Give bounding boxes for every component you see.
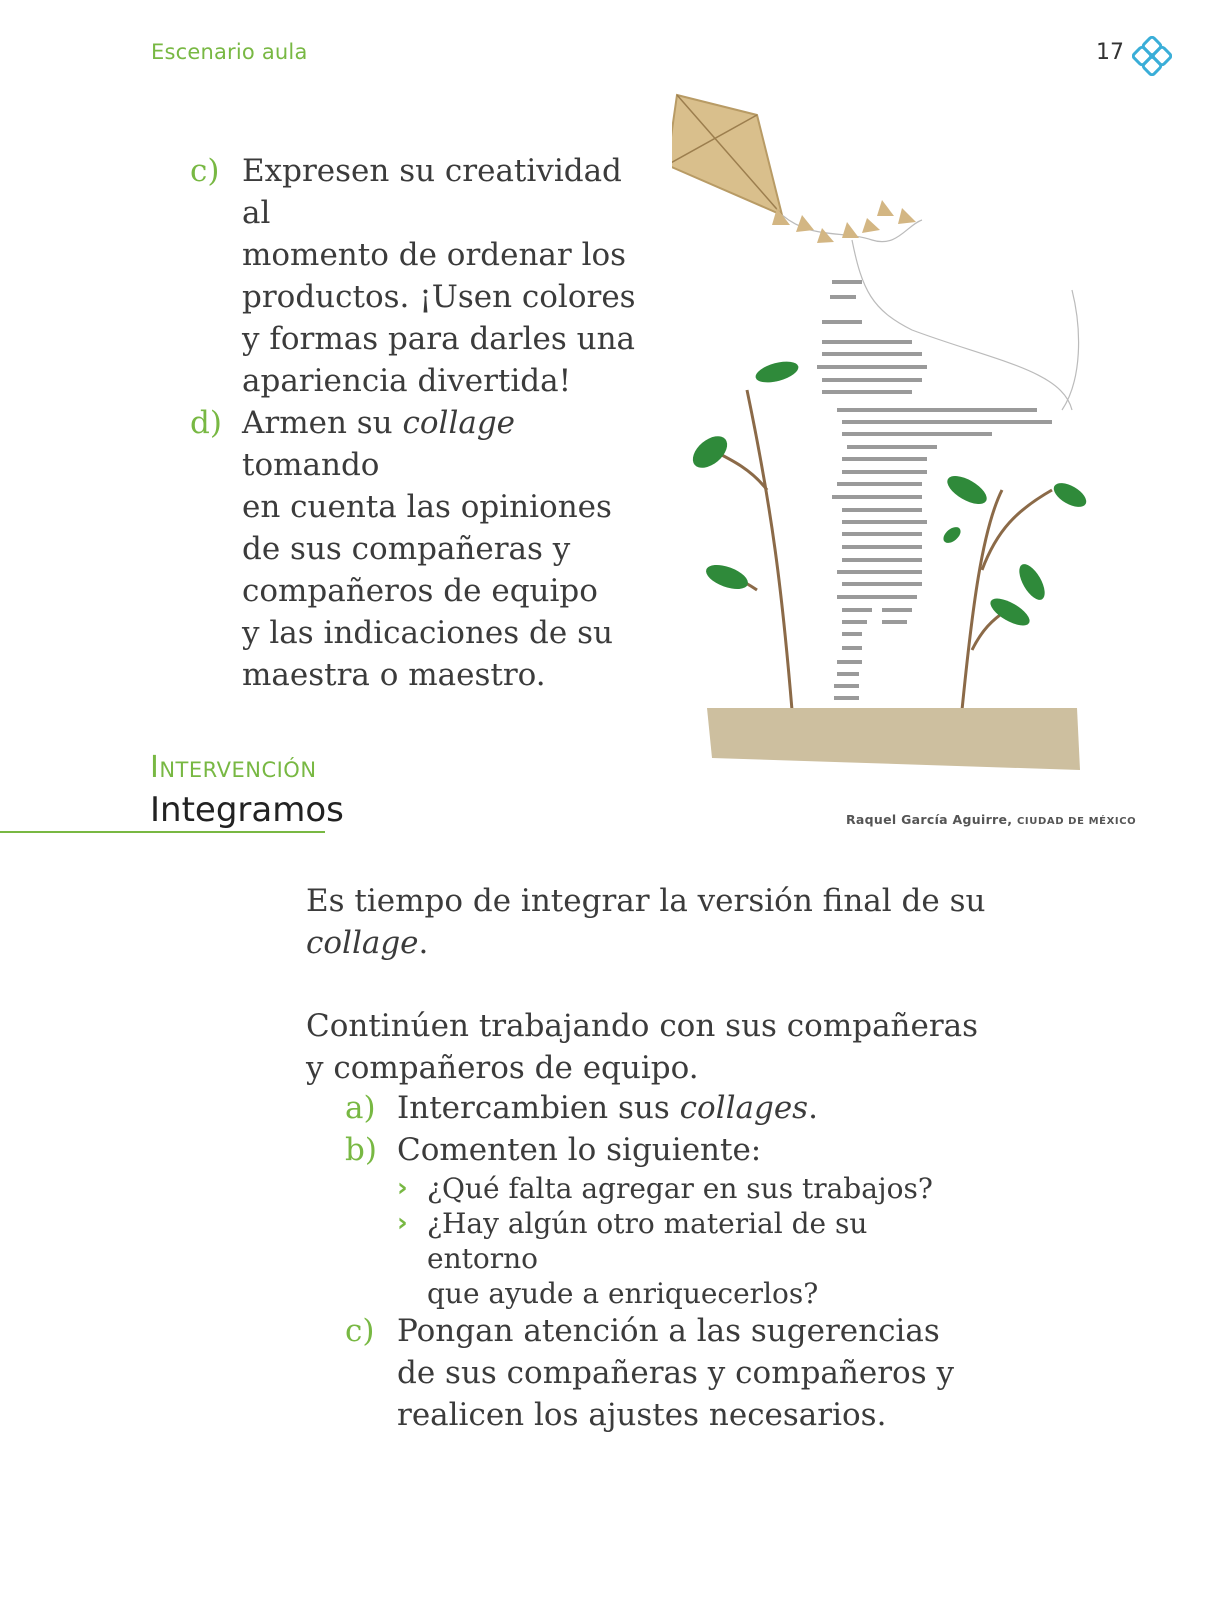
list-item-text	[397, 1090, 818, 1126]
section-label: Intervención	[150, 750, 317, 785]
list-marker: c)	[345, 1313, 375, 1349]
text-run: tomando en cuenta las opiniones de sus compañeras y compañeros de equipo y las indicaciones de su maestra o maestro.	[242, 447, 613, 693]
activity-list-top	[190, 150, 660, 696]
text-run: Armen su	[242, 405, 403, 441]
kite-collage-illustration	[672, 90, 1112, 790]
italic-word: collage	[402, 405, 516, 441]
list-item-text	[242, 405, 613, 693]
page-number: 17	[1096, 40, 1124, 65]
list-item-d	[190, 402, 660, 696]
section-title: Integramos	[150, 790, 344, 830]
list-item-c-bottom	[345, 1310, 985, 1436]
bullet-text: ¿Qué falta agregar en sus trabajos?	[427, 1172, 933, 1205]
list-item-a	[345, 1087, 985, 1129]
flower-knot-logo-icon	[1132, 36, 1172, 76]
list-item-text: Pongan atención a las sugerencias de sus compañeras y compañeros y realicen los ajustes necesarios.	[397, 1313, 954, 1433]
list-marker: c)	[190, 153, 220, 189]
bullet-item	[397, 1171, 985, 1206]
credit-name: Raquel García Aguirre,	[846, 812, 1017, 827]
section-divider	[0, 831, 325, 833]
list-item-text: Comenten lo siguiente:	[397, 1132, 762, 1168]
text-run: .	[418, 925, 429, 961]
text-run: Es tiempo de integrar la versión final de su	[306, 883, 986, 919]
list-marker: d)	[190, 405, 222, 441]
text-run: Intercambien sus	[397, 1090, 680, 1126]
bullet-list	[397, 1171, 985, 1311]
paragraph-continue: Continúen trabajando con sus compañeras y compañeros de equipo.	[306, 1008, 979, 1086]
italic-word: collage	[306, 925, 419, 961]
bullet-item	[397, 1206, 985, 1311]
list-item-b	[345, 1129, 985, 1311]
italic-word: collages	[679, 1090, 809, 1126]
bullet-text: ¿Hay algún otro material de su entorno que ayude a enriquecerlos?	[427, 1207, 868, 1310]
list-item-c	[190, 150, 660, 402]
activity-list-bottom	[345, 1087, 985, 1311]
activity-list-c	[345, 1310, 985, 1436]
list-marker: a)	[345, 1090, 376, 1126]
illustration-credit	[846, 812, 1136, 827]
list-marker: b)	[345, 1132, 377, 1168]
list-item-text: Expresen su creatividad al momento de ordenar los productos. ¡Usen colores y formas para darles una apariencia divertida!	[242, 153, 636, 399]
chevron-right-icon: ›	[397, 1208, 408, 1238]
text-run: .	[808, 1090, 818, 1126]
running-header: Escenario aula	[151, 40, 308, 64]
paragraph-intro	[306, 880, 986, 964]
credit-city: CIUDAD DE MÉXICO	[1016, 816, 1137, 827]
chevron-right-icon: ›	[397, 1173, 408, 1203]
